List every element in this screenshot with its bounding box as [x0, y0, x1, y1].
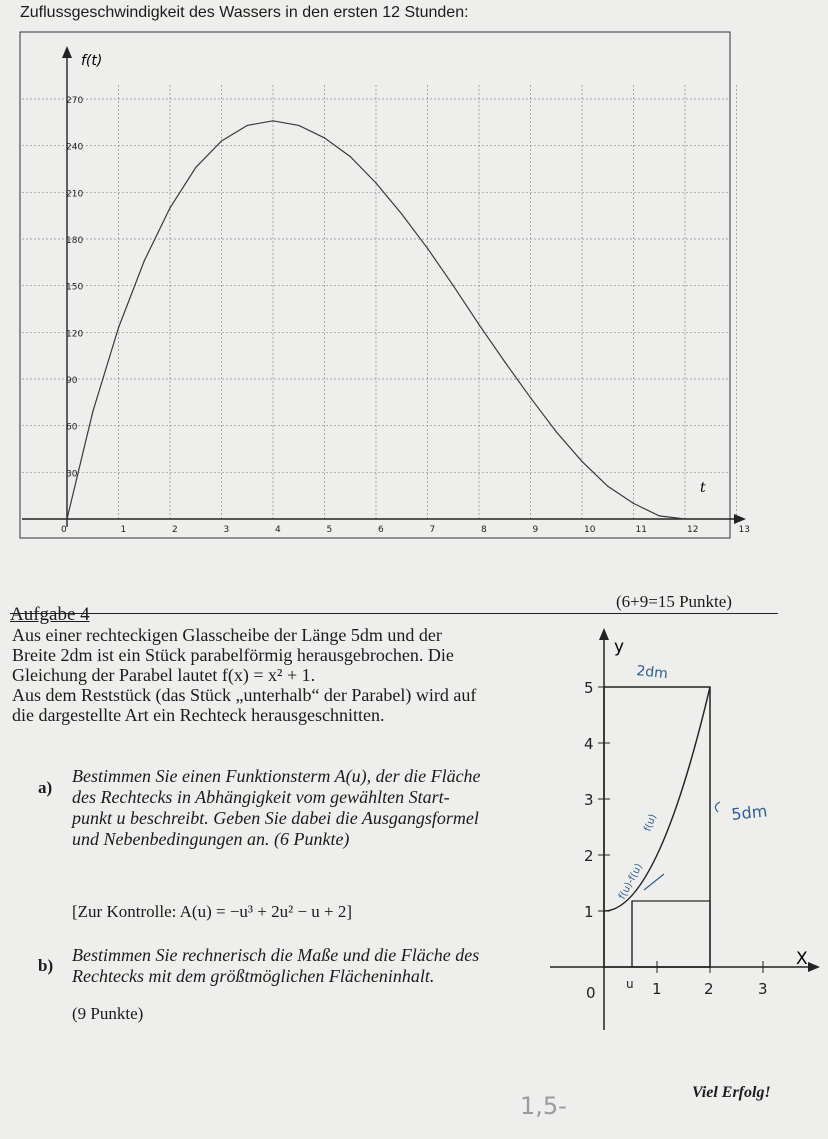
y-tick-label: 240: [66, 142, 84, 153]
series-point: [633, 503, 634, 504]
part-a-line: des Rechtecks in Abhängigkeit vom gewählten Start-: [72, 787, 450, 807]
intro-line: die dargestellte Art ein Rechteck herausgeschnitten.: [12, 705, 385, 725]
x-tick-label: 3: [223, 525, 230, 535]
series-point: [324, 137, 325, 138]
series-point: [144, 260, 145, 261]
parabola-curve: [604, 687, 710, 911]
part-b-line: Bestimmen Sie rechnerisch die Maße und die Fläche des: [72, 945, 480, 965]
handwritten-arrow: [644, 874, 664, 890]
x-tick-label: 10: [584, 525, 596, 535]
series-point: [684, 518, 685, 519]
x-tick-label: 4: [275, 525, 281, 535]
handwritten-brace: [715, 802, 720, 812]
series-point: [504, 361, 505, 362]
cut-rectangle: [632, 901, 710, 967]
x-tick-label: 12: [687, 525, 699, 535]
series-point: [401, 214, 402, 215]
part-a-line: punkt u beschreibt. Geben Sie dabei die Ausgangsformel: [72, 808, 479, 828]
handwritten-note: 1,5-: [520, 1092, 567, 1120]
y-tick-label: 210: [66, 189, 84, 200]
series-point: [169, 207, 170, 208]
series-point: [556, 431, 557, 432]
part-b-label: b): [38, 956, 54, 975]
diagram-xtick: u: [626, 977, 634, 991]
y-tick-label: 60: [66, 422, 78, 433]
y-tick-label: 150: [66, 282, 84, 293]
diagram-ytick: 2: [584, 847, 594, 865]
series-point: [247, 125, 248, 126]
handwritten-fu: f(u): [642, 812, 659, 834]
y-tick-label: 120: [66, 329, 84, 340]
diagram-ytick: 3: [584, 791, 594, 809]
x-tick-label: 0: [61, 525, 67, 535]
x-tick-label: 13: [738, 525, 750, 535]
series-line: [67, 121, 685, 519]
task-heading: Aufgabe 4: [10, 604, 90, 625]
series-point: [375, 182, 376, 183]
intro-line: Aus einer rechteckigen Glasscheibe der Länge 5dm und der: [12, 625, 442, 645]
y-tick-label: 30: [66, 469, 78, 480]
handwritten-width: 2dm: [635, 663, 669, 683]
diagram-xtick: 3: [758, 980, 768, 998]
y-axis-arrow: [62, 46, 72, 58]
diagram-ytick: 4: [584, 735, 594, 753]
chart-grid: [22, 85, 737, 519]
x-tick-label: 7: [429, 525, 436, 535]
chart-frame: [20, 32, 730, 538]
chart-tick-labels: [61, 96, 750, 535]
x-tick-label: 1: [120, 525, 127, 535]
part-b-line: Rechtecks mit dem größtmöglichen Flächeninhalt.: [72, 966, 435, 986]
series-point: [118, 327, 119, 328]
flow-rate-chart: [0, 0, 828, 560]
series-point: [659, 515, 660, 516]
series-point: [350, 156, 351, 157]
task-rule: [10, 613, 778, 614]
series-point: [607, 486, 608, 487]
diagram-xtick: 2: [704, 980, 714, 998]
part-a-label: a): [38, 778, 53, 797]
part-a-line: und Nebenbedingungen an. (6 Punkte): [72, 829, 350, 849]
diagram-y-label: y: [614, 637, 625, 657]
x-tick-label: 2: [172, 525, 178, 535]
y-tick-label: 90: [66, 376, 78, 386]
series-point: [530, 397, 531, 398]
chart-title: Zuflussgeschwindigkeit des Wassers in den ersten 12 Stunden:: [20, 4, 469, 21]
x-tick-label: 11: [635, 525, 647, 535]
handwritten-height: 5dm: [730, 801, 769, 824]
intro-line: Breite 2dm ist ein Stück parabelförmig herausgebrochen. Die: [12, 645, 454, 665]
control-hint: [Zur Kontrolle: A(u) = −u³ + 2u² − u + 2]: [72, 902, 353, 921]
part-a-line: Bestimmen Sie einen Funktionsterm A(u), der die Fläche: [72, 766, 481, 786]
x-axis-label: t: [700, 480, 706, 496]
series-point: [66, 518, 67, 519]
diagram-xtick: 1: [652, 980, 662, 998]
series-point: [195, 167, 196, 168]
x-tick-label: 9: [532, 525, 539, 535]
series-point: [581, 461, 582, 462]
x-axis-arrow: [734, 514, 746, 524]
chart-series: [66, 120, 685, 519]
series-point: [221, 140, 222, 141]
chart-axes: [22, 46, 746, 527]
series-point: [272, 120, 273, 121]
x-tick-label: 8: [481, 525, 487, 535]
x-tick-label: 5: [326, 525, 333, 535]
series-point: [92, 411, 93, 412]
closing-text: Viel Erfolg!: [692, 1084, 771, 1101]
series-point: [427, 248, 428, 249]
parabola-diagram: [540, 620, 828, 1050]
intro-line: Gleichung der Parabel lautet f(x) = x² + 1.: [12, 665, 316, 685]
diagram-ytick: 5: [584, 679, 594, 697]
task-points: (6+9=15 Punkte): [616, 592, 732, 611]
series-point: [298, 125, 299, 126]
handwritten-ffu: f(u)-f(u): [616, 861, 645, 902]
glass-pane: [604, 687, 710, 967]
y-tick-label: 270: [66, 96, 84, 106]
diagram-x-label: X: [796, 949, 808, 969]
diagram-ytick: 1: [584, 903, 594, 921]
part-b-line: (9 Punkte): [72, 1004, 144, 1023]
series-point: [453, 285, 454, 286]
diagram-ytick: 0: [586, 984, 596, 1002]
series-point: [478, 324, 479, 325]
y-axis-label: f(t): [81, 53, 103, 69]
intro-line: Aus dem Reststück (das Stück „unterhalb“ der Parabel) wird auf: [12, 685, 477, 705]
y-tick-label: 180: [66, 236, 84, 246]
x-tick-label: 6: [378, 525, 384, 535]
